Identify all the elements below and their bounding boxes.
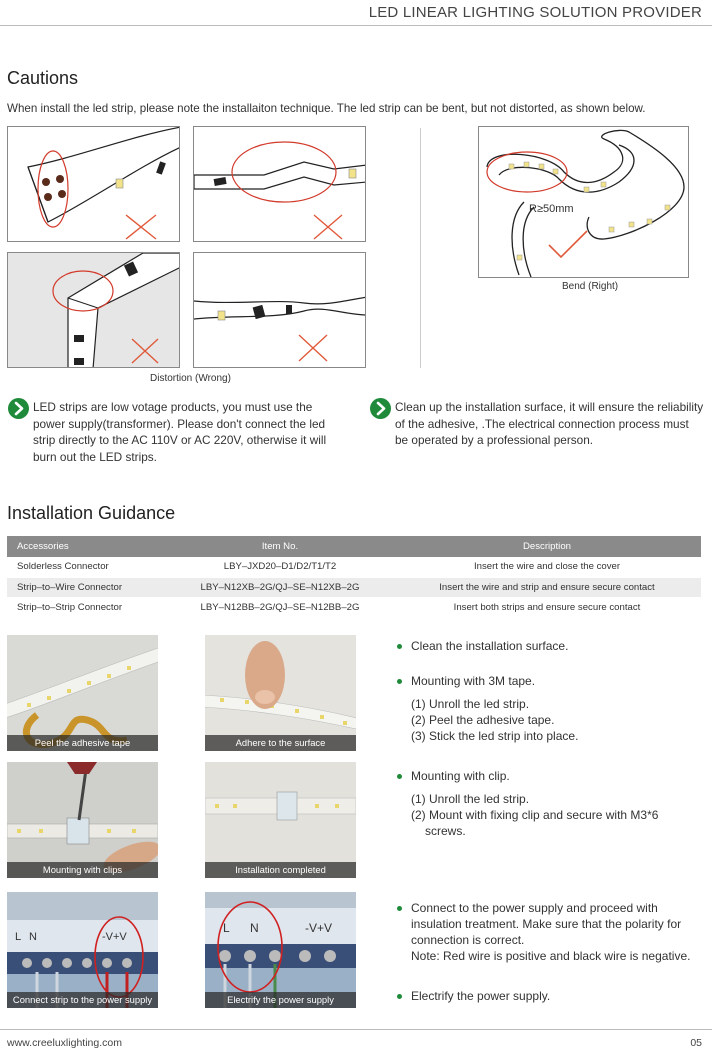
table-header-row xyxy=(7,536,701,557)
table-cell: Strip–to–Wire Connector xyxy=(7,577,167,597)
svg-text:N: N xyxy=(250,921,259,935)
step-clip xyxy=(397,768,697,839)
section-divider xyxy=(420,128,421,368)
svg-text:N: N xyxy=(29,931,37,943)
bend-radius-label: R≥50mm xyxy=(529,203,574,215)
cautions-intro: When install the led strip, please note the installaiton technique. The led strip can be bent, but not distorted, as shown below. xyxy=(7,102,646,115)
chevron-right-icon xyxy=(370,398,391,419)
distortion-image-3 xyxy=(7,252,180,368)
bullet-icon xyxy=(397,906,402,911)
step-sub: (3) Stick the led strip into place. xyxy=(411,729,579,743)
bend-image xyxy=(478,126,689,278)
table-row xyxy=(7,577,701,597)
cautions-title: Cautions xyxy=(7,68,79,88)
photo-label: Adhere to the surface xyxy=(205,735,356,751)
photo-adhere-surface xyxy=(205,635,356,751)
step-text: Electrify the power supply. xyxy=(411,989,551,1003)
svg-text:-V+V: -V+V xyxy=(102,931,127,943)
step-electrify xyxy=(397,988,697,1004)
footer-url-link[interactable]: www.creeluxlighting.com xyxy=(7,1037,122,1049)
table-cell: LBY–JXD20–D1/D2/T1/T2 xyxy=(167,557,393,577)
photo-electrify-power xyxy=(205,892,356,1008)
step-sub: screws. xyxy=(425,824,466,838)
column-header: Item No. xyxy=(167,536,393,557)
table-cell: Solderless Connector xyxy=(7,557,167,577)
table-cell: Insert both strips and ensure secure contact xyxy=(393,597,701,617)
step-sub: (1) Unroll the led strip. xyxy=(411,792,530,806)
caption-distortion-wrong: Distortion (Wrong) xyxy=(150,373,231,384)
bullet-icon xyxy=(397,994,402,999)
bullet-icon xyxy=(397,644,402,649)
column-header: Description xyxy=(393,536,701,557)
step-text: Note: Red wire is positive and black wire is negative. xyxy=(411,949,691,963)
header-bar xyxy=(0,0,712,26)
table-cell: Strip–to–Strip Connector xyxy=(7,597,167,617)
photo-label: Mounting with clips xyxy=(7,862,158,878)
table-row xyxy=(7,597,701,617)
step-tape xyxy=(397,673,697,744)
table-cell: Insert the wire and close the cover xyxy=(393,557,701,577)
distortion-image-2 xyxy=(193,126,366,242)
chevron-right-icon xyxy=(8,398,29,419)
caution-note-power: LED strips are low votage products, you must use the power supply(transformer). Please don't connect the led strip directly to the AC 110V or AC 220V, otherwise it will burn out the LED strips. xyxy=(33,400,327,464)
installation-title: Installation Guidance xyxy=(7,503,176,523)
photo-label: Peel the adhesive tape xyxy=(7,735,158,751)
step-text: insulation treatment. Make sure that the polarity for xyxy=(411,917,682,931)
svg-text:L: L xyxy=(223,921,230,935)
step-sub: (1) Unroll the led strip. xyxy=(411,697,530,711)
step-power xyxy=(397,900,703,964)
photo-installation-completed xyxy=(205,762,356,878)
photo-label: Installation completed xyxy=(205,862,356,878)
footer-divider xyxy=(0,1029,712,1030)
photo-peel-tape xyxy=(7,635,158,751)
step-clean xyxy=(397,638,697,654)
page-number: 05 xyxy=(690,1037,702,1049)
bullet-icon xyxy=(397,679,402,684)
step-text: Connect to the power supply and proceed with xyxy=(411,901,658,915)
table-cell: Insert the wire and strip and ensure secure contact xyxy=(393,577,701,597)
step-text: Mounting with clip. xyxy=(411,769,510,783)
table-cell: LBY–N12BB–2G/QJ–SE–N12BB–2G xyxy=(167,597,393,617)
photo-label: Connect strip to the power supply xyxy=(7,992,158,1008)
table-cell: LBY–N12XB–2G/QJ–SE–N12XB–2G xyxy=(167,577,393,597)
distortion-image-1 xyxy=(7,126,180,242)
svg-text:-V+V: -V+V xyxy=(305,921,333,935)
photo-mounting-clips xyxy=(7,762,158,878)
step-sub: (2) Mount with fixing clip and secure with M3*6 xyxy=(411,808,659,822)
caution-note-surface: Clean up the installation surface, it will ensure the reliability of the adhesive, .The electrical connection process must be operated by a professional person. xyxy=(395,400,704,447)
header-title: LED LINEAR LIGHTING SOLUTION PROVIDER xyxy=(368,4,702,21)
photo-connect-power xyxy=(7,892,158,1008)
step-sub: (2) Peel the adhesive tape. xyxy=(411,713,555,727)
distortion-image-4 xyxy=(193,252,366,368)
accessories-table xyxy=(7,536,701,618)
column-header: Accessories xyxy=(7,536,167,557)
step-text: Clean the installation surface. xyxy=(411,639,569,653)
photo-label: Electrify the power supply xyxy=(205,992,356,1008)
step-text: Mounting with 3M tape. xyxy=(411,674,536,688)
bullet-icon xyxy=(397,774,402,779)
table-row xyxy=(7,557,701,577)
step-text: connection is correct. xyxy=(411,933,525,947)
caption-bend-right: Bend (Right) xyxy=(562,281,619,292)
svg-text:L: L xyxy=(15,931,22,943)
